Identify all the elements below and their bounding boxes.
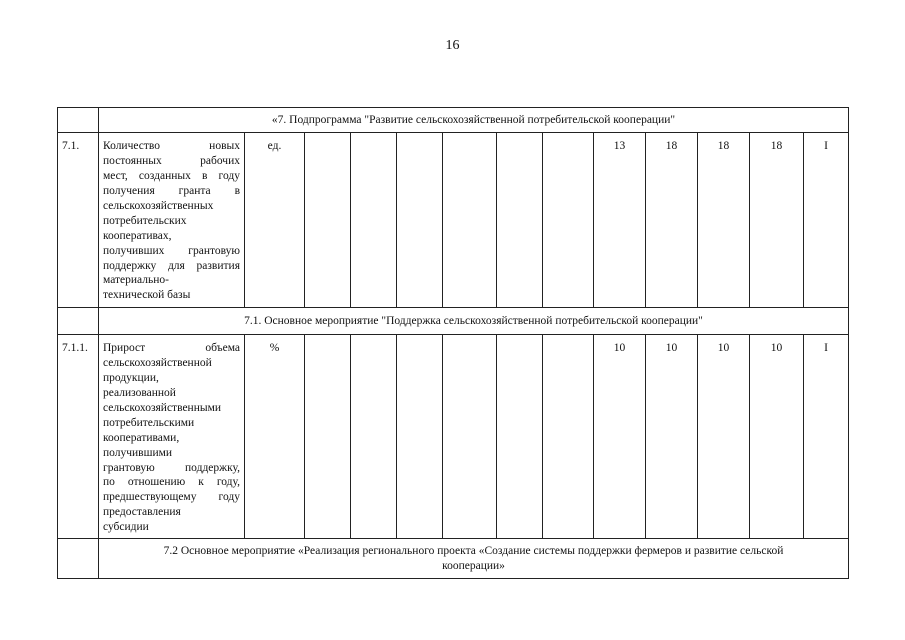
indicator-name: Количество новых постоянных рабочих мест, созданных в году получения гранта в сельскохозяйственных потребительских кооперативах, получивших грантовую поддержку для развития материально- технической базы xyxy=(99,133,245,308)
row-number: 7.1. xyxy=(58,133,99,308)
event-title: 7.1. Основное мероприятие "Поддержка сельскохозяйственной потребительской кооперации" xyxy=(99,308,849,335)
table-row xyxy=(58,335,849,539)
event-row xyxy=(58,308,849,335)
unit-cell: ед. xyxy=(245,133,305,308)
value-cell: 18 xyxy=(646,133,698,308)
page-number: 16 xyxy=(445,38,460,53)
event-title: 7.2 Основное мероприятие «Реализация регионального проекта «Создание системы поддержки фермеров и развитие сельской кооперации» xyxy=(99,539,849,579)
value-cell: 10 xyxy=(594,335,646,539)
value-cell: 10 xyxy=(646,335,698,539)
value-cell: 10 xyxy=(750,335,804,539)
row-number: 7.1.1. xyxy=(58,335,99,539)
value-cell: 13 xyxy=(594,133,646,308)
table-row xyxy=(58,133,849,308)
empty-cell xyxy=(58,539,99,579)
event-row xyxy=(58,539,849,579)
value-cell: I xyxy=(804,335,849,539)
value-cell: 18 xyxy=(698,133,750,308)
value-cell: 18 xyxy=(750,133,804,308)
empty-cell xyxy=(58,308,99,335)
empty-cell xyxy=(58,108,99,133)
subprogram-title: «7. Подпрограмма "Развитие сельскохозяйственной потребительской кооперации" xyxy=(99,108,849,133)
value-cell: I xyxy=(804,133,849,308)
value-cell: 10 xyxy=(698,335,750,539)
subprogram-row xyxy=(58,108,849,133)
indicators-table xyxy=(57,107,849,579)
unit-cell: % xyxy=(245,335,305,539)
indicator-name: Прирост объема сельскохозяйственной продукции, реализованной сельскохозяйственными потребительскими кооперативами, получившими грантовую поддержку, по отношению к году, предшествующему году предоставления субсидии xyxy=(99,335,245,539)
